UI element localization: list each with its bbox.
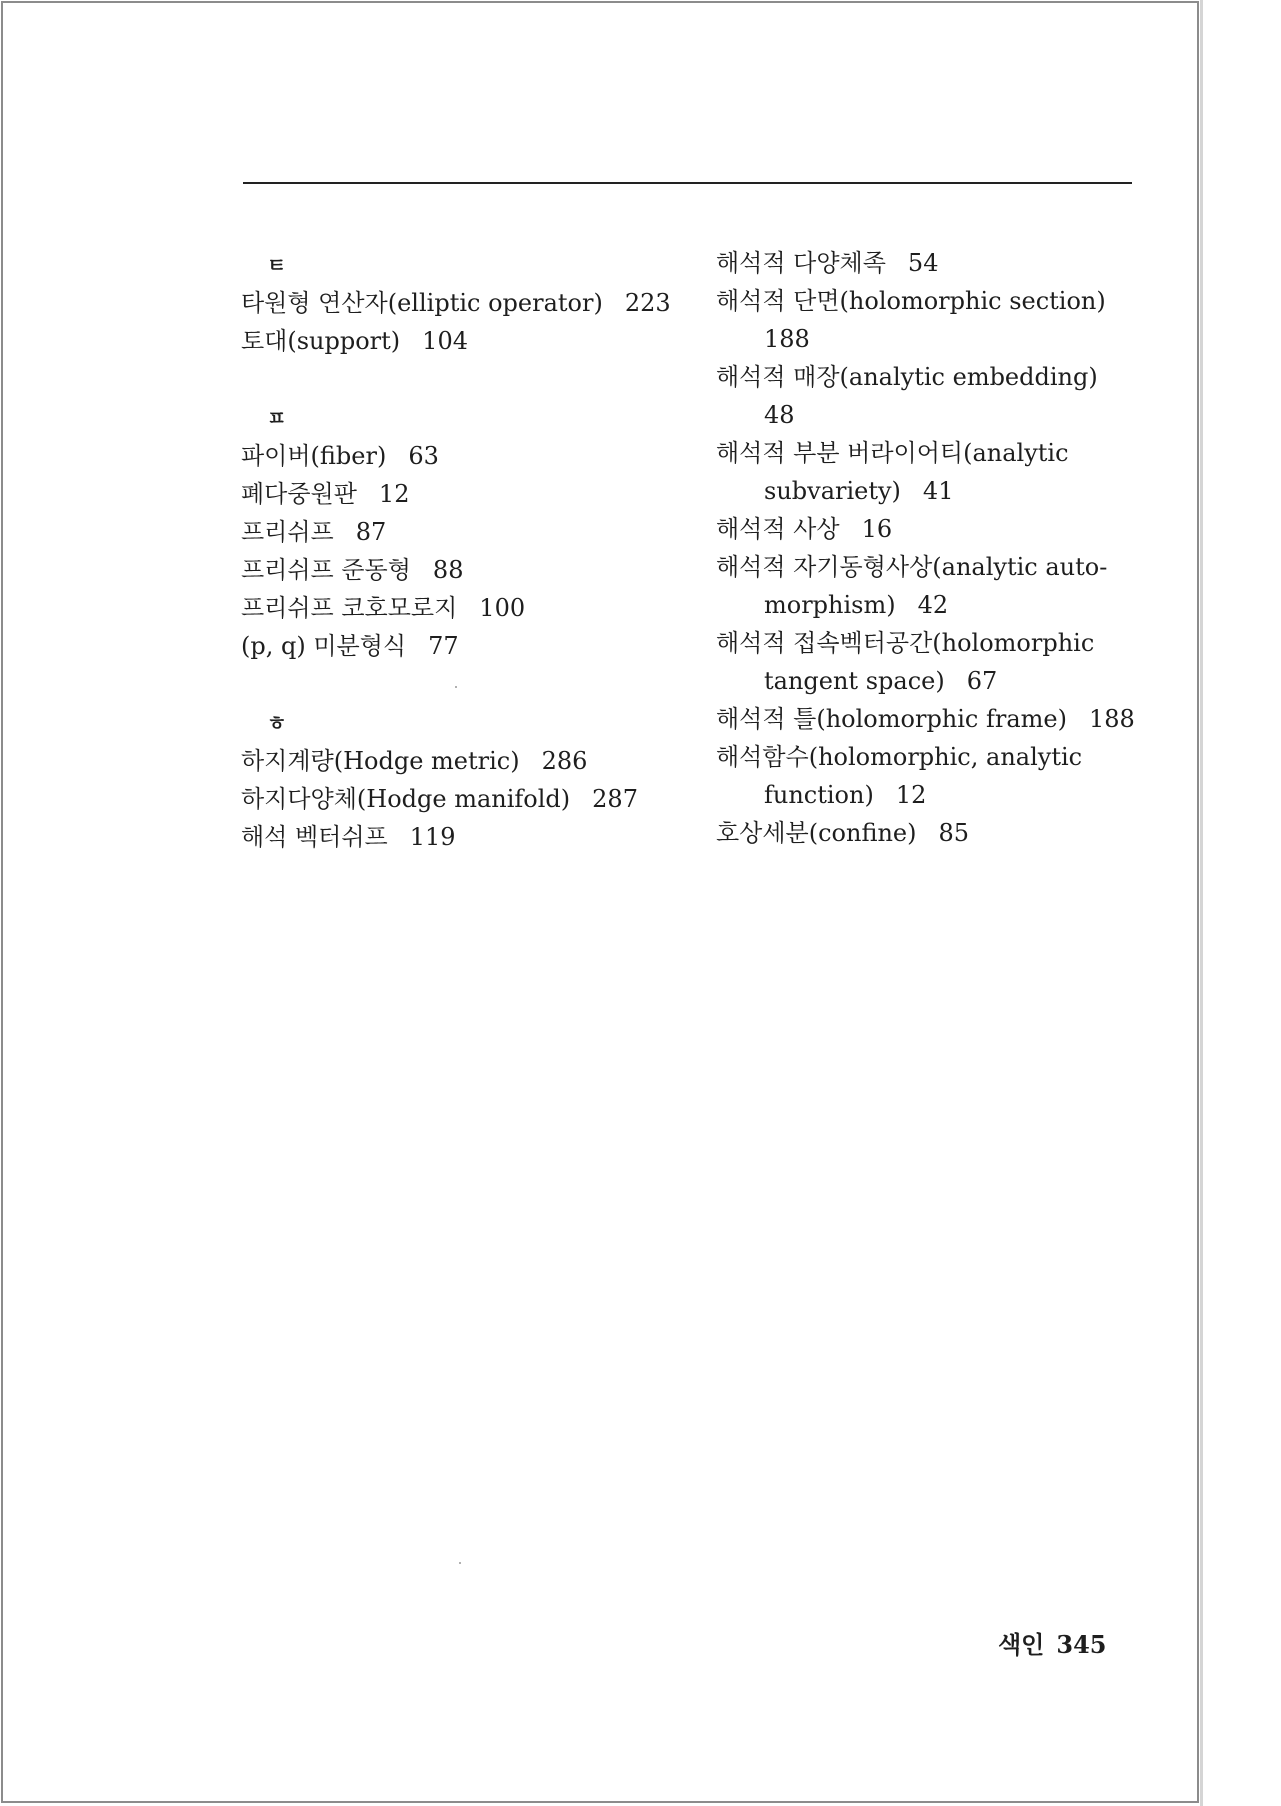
entry-term: 파이버(fiber) [241, 442, 387, 470]
index-entry [716, 434, 1146, 510]
index-entry [716, 510, 1146, 548]
entry-page: 104 [422, 327, 468, 355]
entry-term: 해석적 접속벡터공간(holomorphic [716, 629, 1095, 657]
index-column-right [716, 244, 1146, 852]
speck [455, 686, 457, 688]
entry-page: 100 [479, 594, 526, 622]
index-entry [241, 742, 681, 780]
index-entry [716, 624, 1146, 700]
page-edge-shadow [1200, 0, 1203, 1806]
index-entry [241, 780, 681, 818]
section-letter: ㅎ [267, 711, 287, 735]
index-column-left [241, 246, 681, 856]
index-entry [241, 322, 681, 360]
entry-page: 287 [592, 785, 638, 813]
entry-continuation [716, 662, 1146, 700]
entry-page: 88 [432, 556, 464, 584]
entry-page: 188 [1089, 705, 1135, 733]
entry-page: 12 [378, 480, 410, 508]
entry-term-cont: subvariety) [764, 477, 901, 505]
section-letter: ㅍ [267, 406, 287, 430]
entry-term: 해석 벡터쉬프 [241, 823, 388, 851]
entry-page: 286 [541, 747, 588, 775]
index-entry [716, 548, 1146, 624]
entry-page: 85 [938, 819, 970, 847]
page-footer [998, 1625, 1106, 1660]
entry-continuation [716, 586, 1146, 624]
entry-term-cont: morphism) [764, 591, 896, 619]
index-entry [716, 244, 1146, 282]
speck [459, 1562, 461, 1564]
entry-term: 해석함수(holomorphic, analytic [716, 743, 1083, 771]
index-entry [716, 700, 1146, 738]
entry-term-cont: function) [764, 781, 874, 809]
entry-term-cont: tangent space) [764, 667, 945, 695]
entry-page: 188 [764, 325, 810, 353]
section-letter: ㅌ [267, 253, 287, 277]
entry-term: 호상세분(confine) [716, 819, 917, 847]
entry-term: 폐다중원판 [241, 480, 357, 508]
index-entry [241, 437, 681, 475]
index-entry [241, 627, 681, 665]
entry-term: 프리쉬프 [241, 518, 334, 546]
entry-page: 41 [922, 477, 954, 505]
entry-page: 16 [861, 515, 893, 543]
header-rule [243, 182, 1132, 184]
index-entry [241, 589, 681, 627]
entry-page: 54 [907, 249, 939, 277]
entry-page: 67 [966, 667, 998, 695]
index-entry [716, 814, 1146, 852]
index-entry [241, 475, 681, 513]
entry-term: 해석적 매장(analytic embedding) [716, 363, 1098, 391]
entry-term: 해석적 다양체족 [716, 249, 886, 277]
book-page [1, 1, 1199, 1803]
page-number: 345 [1056, 1630, 1107, 1659]
entry-term: 해석적 사상 [716, 515, 840, 543]
entry-term: (p, q) 미분형식 [241, 632, 407, 660]
entry-page: 48 [764, 401, 795, 429]
entry-page: 119 [409, 823, 456, 851]
index-entry [716, 358, 1146, 434]
entry-term: 해석적 단면(holomorphic section) [716, 287, 1106, 315]
entry-page: 63 [408, 442, 439, 470]
index-entry [241, 818, 681, 856]
entry-page-continuation [716, 320, 1146, 358]
index-entry [241, 551, 681, 589]
entry-term: 프리쉬프 준동형 [241, 556, 411, 584]
entry-term: 하지다양체(Hodge manifold) [241, 785, 571, 813]
entry-term: 타원형 연산자(elliptic operator) [241, 289, 603, 317]
entry-term: 해석적 틀(holomorphic frame) [716, 705, 1067, 733]
index-entry [716, 738, 1146, 814]
entry-page: 42 [917, 591, 949, 619]
footer-label: 색인 [998, 1630, 1045, 1659]
entry-continuation [716, 776, 1146, 814]
entry-continuation [716, 472, 1146, 510]
entry-page: 87 [355, 518, 387, 546]
index-entry [716, 282, 1146, 358]
entry-term: 프리쉬프 코호모로지 [241, 594, 458, 622]
entry-term: 토대(support) [241, 327, 401, 355]
entry-page-continuation [716, 396, 1146, 434]
entry-page: 12 [895, 781, 927, 809]
entry-term: 해석적 부분 버라이어티(analytic [716, 439, 1069, 467]
index-entry [241, 284, 681, 322]
entry-page: 223 [624, 289, 671, 317]
entry-term: 하지계량(Hodge metric) [241, 747, 520, 775]
entry-page: 77 [428, 632, 459, 660]
index-entry [241, 513, 681, 551]
entry-term: 해석적 자기동형사상(analytic auto- [716, 553, 1108, 581]
